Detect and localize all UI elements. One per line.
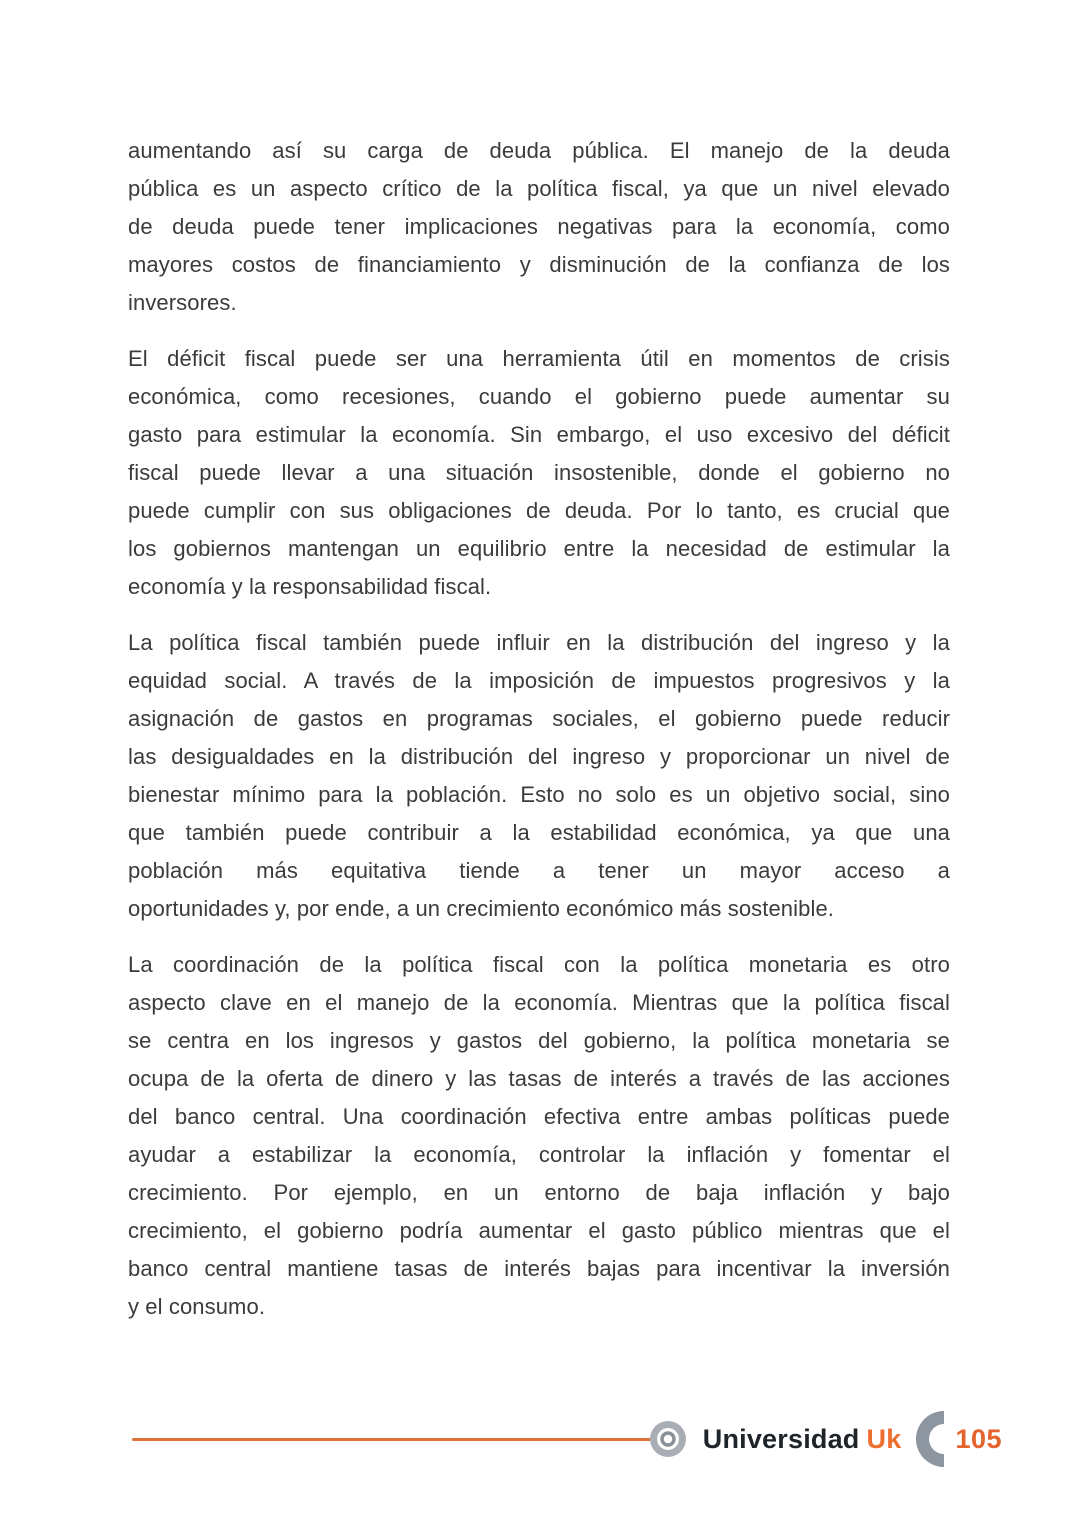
text-line: equidad social. A través de la imposición de impuestos progresivos y la: [128, 668, 950, 693]
text-line: economía y la responsabilidad fiscal.: [128, 574, 492, 599]
text-line: La política fiscal también puede influir en la distribución del ingreso y la: [128, 630, 950, 655]
text-line: ayudar a estabilizar la economía, controlar la inflación y fomentar el: [128, 1142, 950, 1167]
text-line: puede cumplir con sus obligaciones de deuda. Por lo tanto, es crucial que: [128, 498, 950, 523]
text-line: asignación de gastos en programas sociales, el gobierno puede reducir: [128, 706, 950, 731]
text-line: población más equitativa tiende a tener un mayor acceso a: [128, 858, 950, 883]
text-line: mayores costos de financiamiento y disminución de la confianza de los: [128, 252, 950, 277]
bullseye-target-icon: [649, 1420, 687, 1458]
text-line: El déficit fiscal puede ser una herramienta útil en momentos de crisis: [128, 346, 950, 371]
text-line: de deuda puede tener implicaciones negativas para la economía, como: [128, 214, 950, 239]
page-body: [128, 132, 950, 1326]
text-line: que también puede contribuir a la estabilidad económica, ya que una: [128, 820, 950, 845]
text-line: La coordinación de la política fiscal con la política monetaria es otro: [128, 952, 950, 977]
brand-suffix: Uk: [866, 1423, 902, 1454]
text-line: económica, como recesiones, cuando el gobierno puede aumentar su: [128, 384, 950, 409]
text-line: fiscal puede llevar a una situación insostenible, donde el gobierno no: [128, 460, 950, 485]
paragraph-2: [128, 340, 950, 606]
text-line: se centra en los ingresos y gastos del gobierno, la política monetaria se: [128, 1028, 950, 1053]
text-line: banco central mantiene tasas de interés bajas para incentivar la inversión: [128, 1256, 950, 1281]
text-line: crecimiento, el gobierno podría aumentar el gasto público mientras que el: [128, 1218, 950, 1243]
crescent-icon: [915, 1410, 947, 1468]
text-line: ocupa de la oferta de dinero y las tasas de interés a través de las acciones: [128, 1066, 950, 1091]
text-line: aspecto clave en el manejo de la economía. Mientras que la política fiscal: [128, 990, 950, 1015]
text-line: bienestar mínimo para la población. Esto no solo es un objetivo social, sino: [128, 782, 950, 807]
text-line: inversores.: [128, 290, 237, 315]
text-line: oportunidades y, por ende, a un crecimiento económico más sostenible.: [128, 896, 835, 921]
text-line: aumentando así su carga de deuda pública. El manejo de la deuda: [128, 138, 950, 163]
page-number: 105: [955, 1423, 1002, 1454]
paragraph-4: [128, 946, 950, 1326]
text-line: y el consumo.: [128, 1294, 266, 1319]
text-line: pública es un aspecto crítico de la política fiscal, ya que un nivel elevado: [128, 176, 950, 201]
text-line: crecimiento. Por ejemplo, en un entorno de baja inflación y bajo: [128, 1180, 950, 1205]
text-line: los gobiernos mantengan un equilibrio entre la necesidad de estimular la: [128, 536, 950, 561]
paragraph-1: [128, 132, 950, 322]
brand-logo: [703, 1424, 902, 1455]
text-line: del banco central. Una coordinación efectiva entre ambas políticas puede: [128, 1104, 950, 1129]
text-line: gasto para estimular la economía. Sin embargo, el uso excesivo del déficit: [128, 422, 950, 447]
page-footer: [132, 1408, 1002, 1470]
text-line: las desigualdades en la distribución del ingreso y proporcionar un nivel de: [128, 744, 950, 769]
paragraph-3: [128, 624, 950, 928]
footer-rule: [132, 1438, 651, 1441]
brand-name: Universidad: [702, 1423, 860, 1454]
